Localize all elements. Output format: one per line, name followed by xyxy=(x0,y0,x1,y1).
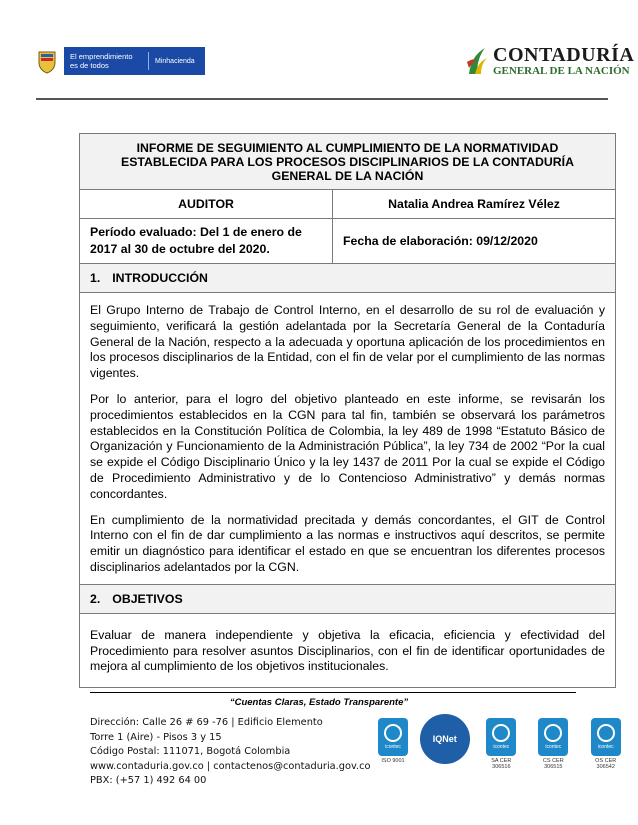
cert-brand: icontec xyxy=(385,744,401,750)
ministry-name: Minhacienda xyxy=(155,57,195,65)
footer-divider xyxy=(90,692,576,693)
elaboration-date: Fecha de elaboración: 09/12/2020 xyxy=(333,219,616,264)
cert-caption: CS CER 306515 xyxy=(542,758,564,770)
section-number: 1. xyxy=(90,271,101,285)
certification-logos xyxy=(378,718,638,770)
icontec-cert-badge xyxy=(378,718,408,764)
gov-banner xyxy=(64,47,205,75)
gov-slogan: El emprendimiento es de todos xyxy=(64,52,149,70)
org-name-line1: CONTADURÍA xyxy=(493,44,635,66)
gov-logo-block xyxy=(36,46,205,76)
icontec-cert-badge xyxy=(482,718,522,770)
section-number: 2. xyxy=(90,591,101,606)
paragraph: Evaluar de manera independiente y objetiva la eficacia, eficiencia y efectividad del Procedimiento para resolver asuntos Disciplinarios, con el fin de identificar oportunidades de mejora al cumplimiento de los objetivos institucionales. xyxy=(90,627,605,674)
section-heading-introduccion xyxy=(80,264,616,293)
address-line: Torre 1 (Aire) - Pisos 3 y 15 xyxy=(90,731,222,743)
header-divider xyxy=(36,98,608,100)
auditor-label: AUDITOR xyxy=(80,190,333,219)
cert-brand: icontec xyxy=(493,744,510,750)
cert-brand: icontec xyxy=(597,744,614,750)
cert-caption: SA CER 306516 xyxy=(491,758,512,770)
section-body-objetivos xyxy=(80,613,616,687)
paragraph: Por lo anterior, para el logro del objetivo planteado en este informe, se revisarán los procedimientos establecidos en la CGN para tal fin, también se observará los parámetros establecidos en la Constitución Política de Colombia, la ley 489 de 1998 “Estatuto Básico de Organización y Funcionamiento de la Administración Pública”, la ley 734 de 2002 “Por la cual se expide el Código Disciplinario Único y la ley 1437 de 2011 Por la cual se expide el Código de Procedimiento Administrativo y de lo Contencioso Administrativo” y demás normas concordantes. xyxy=(90,391,605,501)
address-line: PBX: (+57 1) 492 64 00 xyxy=(90,775,207,786)
paragraph: El Grupo Interno de Trabajo de Control Interno, en el desarrollo de su rol de evaluación y seguimiento, verificará la gestión adelantada por la Secretaría General de la Contaduría General de la Nación, respecto a la adecuada y oportuna aplicación de los procedimientos en los procesos disciplinarios de la Entidad, con el fin de velar por el cumplimiento de las normas vigentes. xyxy=(90,303,605,381)
iqnet-cert-badge: IQNet xyxy=(420,714,470,764)
address-line: Dirección: Calle 26 # 69 -76 | Edificio Elemento xyxy=(90,717,323,728)
address-line: www.contaduria.gov.co | contactenos@contaduria.gov.co xyxy=(90,760,371,772)
cgn-logo-icon xyxy=(465,44,489,78)
icontec-cert-badge xyxy=(585,718,626,770)
section-title: INTRODUCCIÓN xyxy=(112,271,208,285)
report-table xyxy=(79,133,616,688)
icontec-cert-badge xyxy=(533,718,573,770)
cert-brand: icontec xyxy=(545,744,562,750)
footer-motto: “Cuentas Claras, Estado Transparente” xyxy=(229,697,409,708)
evaluation-period: Período evaluado: Del 1 de enero de 2017 al 30 de octubre del 2020. xyxy=(80,219,333,264)
section-heading-objetivos xyxy=(80,584,616,613)
org-name-line2: GENERAL DE LA NACIÓN xyxy=(493,65,630,77)
report-title: INFORME DE SEGUIMIENTO AL CUMPLIMIENTO DE LA NORMATIVIDAD ESTABLECIDA PARA LOS PROCESOS DISCIPLINARIOS DE LA CONTADURÍA GENERAL DE LA NACIÓN xyxy=(80,134,616,190)
auditor-name: Natalia Andrea Ramírez Vélez xyxy=(333,190,616,219)
cert-caption: OS CER 306542 xyxy=(595,758,617,770)
section-title: OBJETIVOS xyxy=(112,591,183,606)
cert-caption: ISO 9001 xyxy=(381,758,405,764)
cgn-logo-block xyxy=(465,44,634,78)
paragraph: En cumplimiento de la normatividad precitada y demás concordantes, el GIT de Control Interno con el fin de dar cumplimiento a las normas e instructivos aquí descritos, se permite emitir un diagnóstico para identificar el estado en que se encuentran los diferentes procesos disciplinarios adelantados por la CGN. xyxy=(90,512,605,574)
footer-address xyxy=(90,716,371,789)
colombia-seal-icon xyxy=(36,48,58,74)
section-body-introduccion xyxy=(80,293,616,585)
address-line: Código Postal: 111071, Bogotá Colombia xyxy=(90,746,291,757)
